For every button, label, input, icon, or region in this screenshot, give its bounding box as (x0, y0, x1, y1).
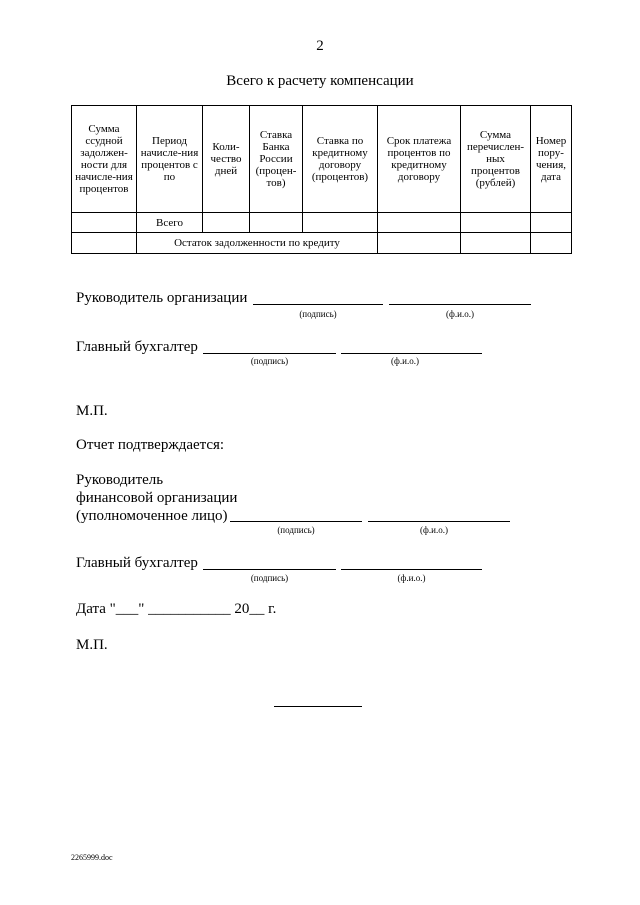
balance-label: Остаток задолженности по кредиту (137, 233, 378, 254)
end-divider (274, 706, 362, 707)
table-cell (203, 213, 250, 233)
table-header-row (72, 106, 572, 213)
compensation-table (71, 105, 572, 254)
stamp-label: М.П. (76, 403, 108, 419)
finorg-head-name-line[interactable] (368, 521, 510, 522)
page-number: 2 (316, 38, 324, 54)
date-line: Дата "___" ___________ 20__ г. (76, 601, 277, 617)
header-period: Период начисле-ния процентов с по (137, 106, 203, 213)
accountant-name-line[interactable] (341, 353, 482, 354)
accountant-signature-line[interactable] (203, 353, 336, 354)
table-cell (250, 213, 303, 233)
finorg-head-signature-line[interactable] (230, 521, 362, 522)
confirm-text: Отчет подтверждается: (76, 437, 225, 453)
header-loan-sum: Сумма ссудной задолжен-ности для начисле-ния процентов (72, 106, 137, 213)
accountant-name-caption: (ф.и.о.) (391, 356, 419, 366)
page-title: Всего к расчету компенсации (226, 73, 414, 89)
header-cbr-rate: Ставка Банка России (процен-тов) (250, 106, 303, 213)
accountant-label: Главный бухгалтер (76, 339, 198, 355)
finorg-head-label-line1: Руководитель (76, 472, 164, 488)
head-signature-line[interactable] (253, 304, 383, 305)
table-cell (72, 213, 137, 233)
table-row-balance (72, 233, 572, 254)
table-cell (531, 213, 572, 233)
stamp-label-2: М.П. (76, 637, 108, 653)
table-row-total (72, 213, 572, 233)
finorg-head-name-caption: (ф.и.о.) (420, 525, 448, 535)
head-signature-caption: (подпись) (299, 309, 337, 319)
header-order-number: Номер пору-чения, дата (531, 106, 572, 213)
head-name-caption: (ф.и.о.) (446, 309, 474, 319)
footer-filename: 2265999.doc (71, 853, 113, 862)
table-cell (461, 233, 531, 254)
table-cell (461, 213, 531, 233)
header-days: Коли-чество дней (203, 106, 250, 213)
finorg-accountant-signature-caption: (подпись) (250, 573, 289, 583)
header-transferred-sum: Сумма перечислен-ных процентов (рублей) (461, 106, 531, 213)
finorg-head-signature-caption: (подпись) (277, 525, 315, 535)
total-label: Всего (137, 213, 203, 233)
table-cell (531, 233, 572, 254)
header-payment-term: Срок платежа процентов по кредитному договору (378, 106, 461, 213)
table-cell (72, 233, 137, 254)
finorg-head-label-line3: (уполномоченное лицо) (76, 508, 228, 524)
head-label: Руководитель организации (76, 290, 248, 306)
table-cell (378, 233, 461, 254)
finorg-accountant-name-caption: (ф.и.о.) (397, 573, 426, 583)
table-cell (303, 213, 378, 233)
head-name-line[interactable] (389, 304, 531, 305)
finorg-accountant-label: Главный бухгалтер (76, 555, 198, 571)
finorg-head-label-line2: финансовой организации (76, 490, 238, 506)
finorg-accountant-name-line[interactable] (341, 569, 482, 570)
header-contract-rate: Ставка по кредитному договору (процентов) (303, 106, 378, 213)
table-cell (378, 213, 461, 233)
finorg-accountant-signature-line[interactable] (203, 569, 336, 570)
accountant-signature-caption: (подпись) (250, 356, 289, 366)
